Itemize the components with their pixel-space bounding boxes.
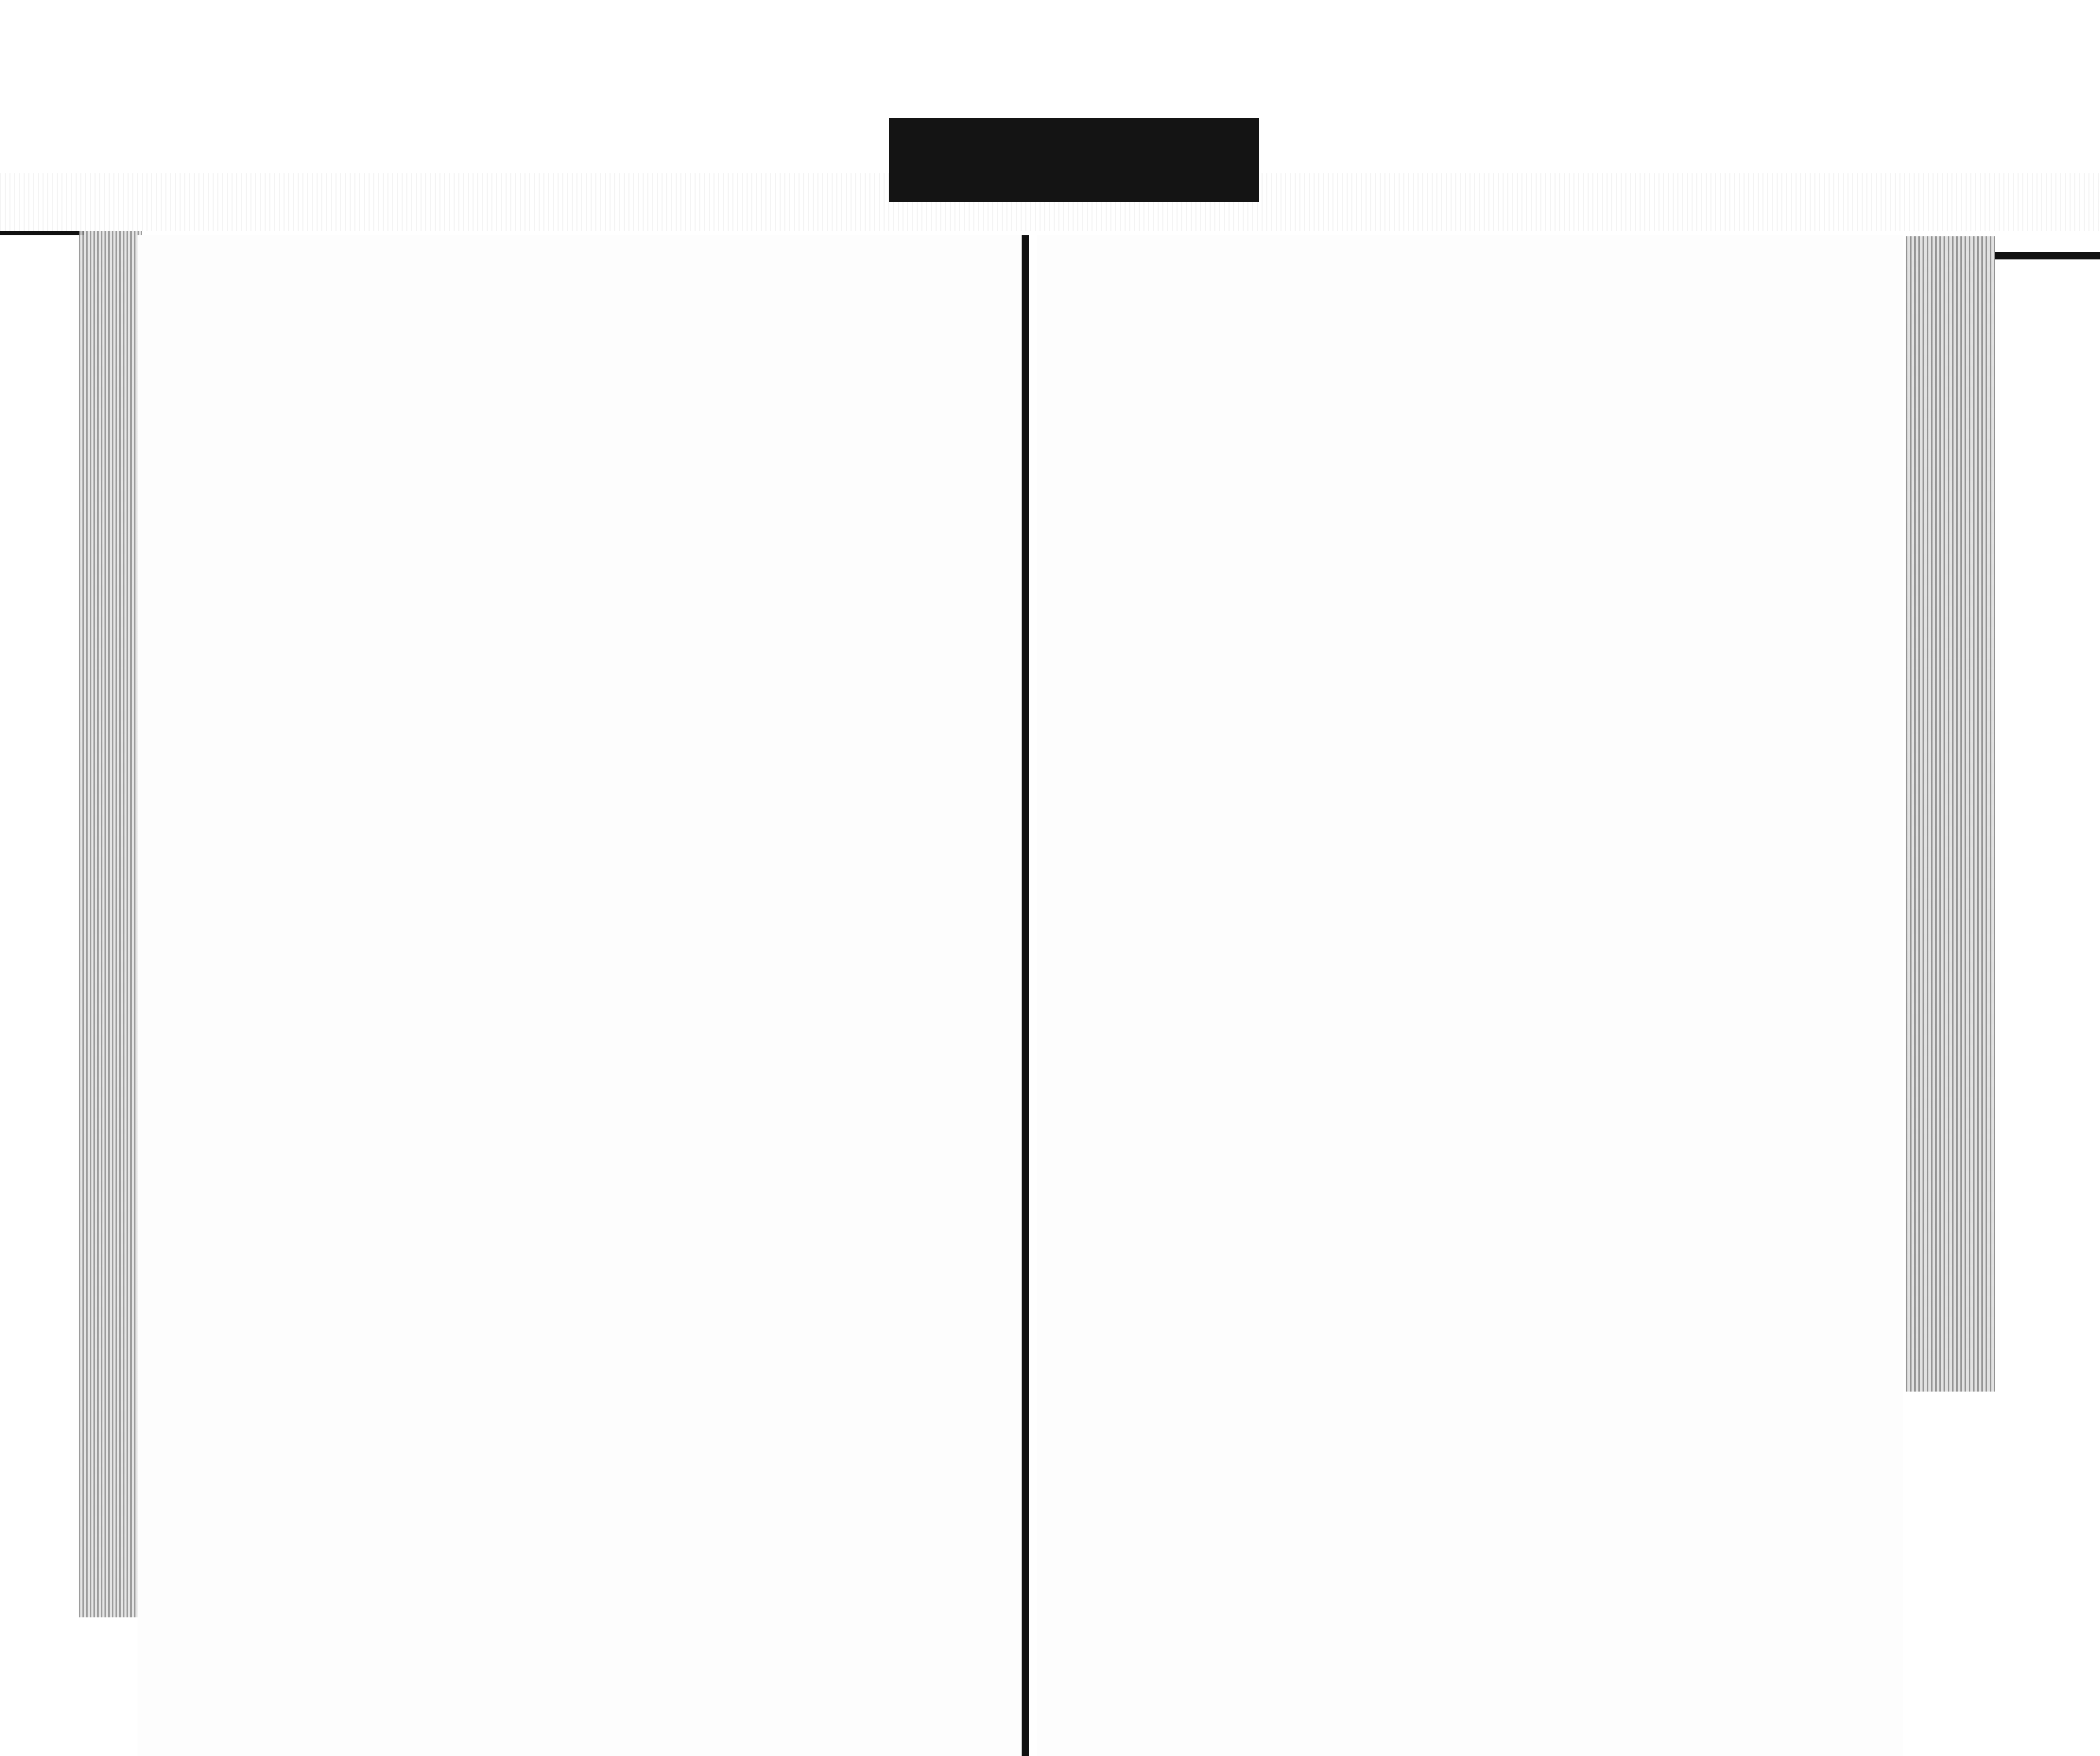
right-page <box>1037 235 1903 1756</box>
page-stack-right <box>1906 236 1995 1392</box>
page-stack-left <box>79 231 142 1617</box>
cover-edge-right <box>1995 252 2100 259</box>
cover-edge-left <box>0 231 84 235</box>
left-page <box>138 235 1022 1756</box>
book-gutter <box>1022 235 1029 1756</box>
archive-label-plate <box>889 118 1259 202</box>
